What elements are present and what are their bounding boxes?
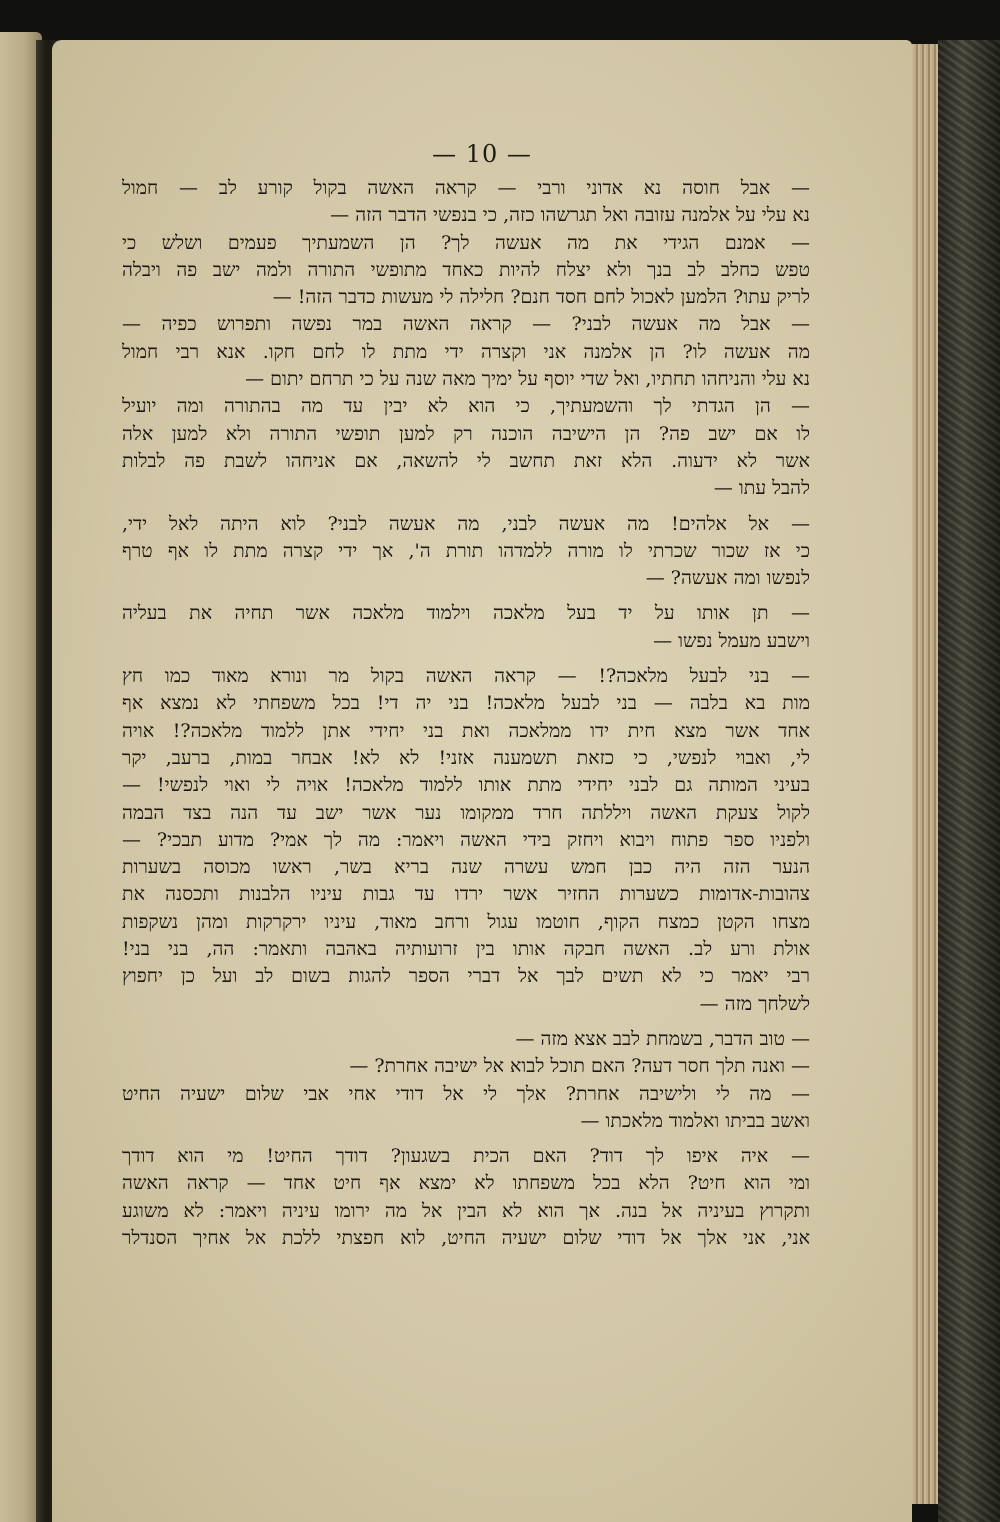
text-line: — תן אותו על יד בעל מלאכה וילמוד מלאכה אשר תחיה את בעליה (122, 602, 810, 625)
page-edges (908, 44, 938, 1504)
text-line: אשר לא ידעוה. הלא זאת תחשב לי להשאה, אם אניחהו לשבת פה לבלות (122, 449, 810, 472)
text-line: — אל אלהים! מה אעשה לבני, מה אעשה לבני? לוא היתה לאל ידי, (122, 512, 810, 535)
text-line: — טוב הדבר, בשמחת לבב אצא מזה — (515, 1027, 810, 1050)
text-line: ומי הוא חיט? הלא בכל משפחתו לא ימצא אף חיט אחד — קראה האשה (122, 1172, 810, 1195)
text-line: לשלחך מזה — (699, 992, 810, 1015)
text-line: — אבל חוסה נא אדוני ורבי — קראה האשה בקול קורע לב — חמול (122, 177, 810, 199)
paragraph-gap (122, 1135, 810, 1143)
text-line: — בני לבעל מלאכה?! — קראה האשה בקול מר ונורא מאוד כמו חץ (122, 665, 810, 688)
paragraph-gap (122, 503, 810, 511)
text-line: אני, אני אלך אל דודי שלום ישעיה החיט, לוא חפצתי ללכת אל אחיך הסנדלר (122, 1226, 810, 1249)
text-line: לריק עתו? הלמען לאכול לחם חסד חנם? חלילה לי מעשות כדבר הזה! — (272, 286, 810, 309)
text-line: אחד אשר מצא חית ידו ממלאכה ואת בני יחידי אתן ללמוד מלאכה?! אויה (122, 719, 810, 742)
page-number: — 10 — (432, 140, 532, 168)
paragraph-gap (122, 592, 810, 600)
text-line: אולת ורע לב. האשה חבקה אותו בין זרועותיה באהבה ותאמר: הה, בני בני! (122, 938, 810, 961)
text-line: — אבל מה אעשה לבני? — קראה האשה במר נפשה ותפרוש כפיה — (122, 313, 810, 336)
text-line: — הן הגדתי לך והשמעתיך, כי הוא לא יבין עד מה בהתורה ומה יועיל (122, 395, 810, 418)
text-line: מה אעשה לו? הן אלמנה אני וקצרה ידי מתת לו לחם חקו. אנא רבי חמול (122, 340, 810, 363)
text-line: — מה לי ולישיבה אחרת? אלך לי אל דודי אחי אבי שלום ישעיה החיט (122, 1082, 810, 1105)
text-line: לקול צעקת האשה ויללתה חרד ממקומו נער אשר ישב עד הנה בצד הבמה (122, 801, 810, 824)
text-line: לו אם ישב פה? הן הישיבה הוכנה רק למען תופשי התורה ולא למען אלה (122, 422, 810, 445)
text-line: רבי יאמר כי לא תשים לבך אל דברי הספר להגות בשום לב ועל כן יחפוץ (122, 965, 810, 988)
text-line: לי, ואבוי לנפשי, כי כזאת תשמענה אזני! לא לא! אבחר במות, ברעב, יקר (122, 746, 810, 769)
text-line: הנער הזה היה כבן חמש עשרה שנה בריא בשר, ראשו מכוסה בשערות (122, 856, 810, 879)
text-line: בעיני המותה גם לבני יחידי מתת אותו ללמוד מלאכה! אויה לי ואוי לנפשי! — (122, 774, 810, 797)
text-line: — ואנה תלך חסר דעה? האם תוכל לבוא אל ישיבה אחרת? — (349, 1055, 810, 1078)
text-line: — אמנם הגידי את מה אעשה לך? הן השמעתיך פעמים ושלש כי (122, 231, 810, 254)
text-line: ואשב בביתו ואלמוד מלאכתו — (580, 1109, 810, 1132)
text-line: טפש כחלב לב בנך ולא יצלח להיות כאחד מתופשי התורה ולמה ישב פה ויבלה (122, 258, 810, 281)
text-line: להבל עתו — (713, 477, 810, 500)
body-text (122, 175, 810, 1252)
text-line: נא עלי והניחהו תחתיו, ואל שדי יוסף על ימיך מאה שנה על כי תרחם יתום — (245, 368, 810, 391)
text-line: נא עלי על אלמנה עזובה ואל תגרשהו כזה, כי בנפשי הדבר הזה — (330, 204, 810, 227)
text-line: — איה איפו לך דוד? האם הכית בשגעון? דודך החיט! מי הוא דודך (122, 1145, 810, 1168)
text-line: ותקרוץ בעיניה אל בנה. אך הוא לא הבין אל מה ירומו עיניה ויאמר: לא משוגע (122, 1199, 810, 1222)
text-line: מצחו הקטן כמצח הקוף, חוטמו עגול ורחב מאוד, עיניו ירקרקות ומהן נשקפות (122, 910, 810, 933)
text-line: וישבע מעמל נפשו — (653, 629, 810, 652)
text-line: מות בא בלבה — בני לבעל מלאכה! בני יה די! בכל משפחתי לא נמצא אף (122, 692, 810, 715)
text-line: צהובות-אדומות כשערות החזיר אשר ירדו עד גבות עיניו הלבנות ותכסנה את (122, 883, 810, 906)
book-cover-edge (938, 40, 1000, 1522)
text-line: כי אז שכור שכרתי לו מורה ללמדהו תורת ה', אך ידי קצרה מתת לו אף טרף (122, 539, 810, 562)
paragraph-gap (122, 655, 810, 663)
paragraph-gap (122, 1018, 810, 1026)
text-line: לנפשו ומה אעשה? — (645, 567, 810, 590)
text-line: ולפניו ספר פתוח ויבוא ויחזק בידי האשה ויאמר: מה לך אמי? מדוע תבכי? — (122, 828, 810, 851)
